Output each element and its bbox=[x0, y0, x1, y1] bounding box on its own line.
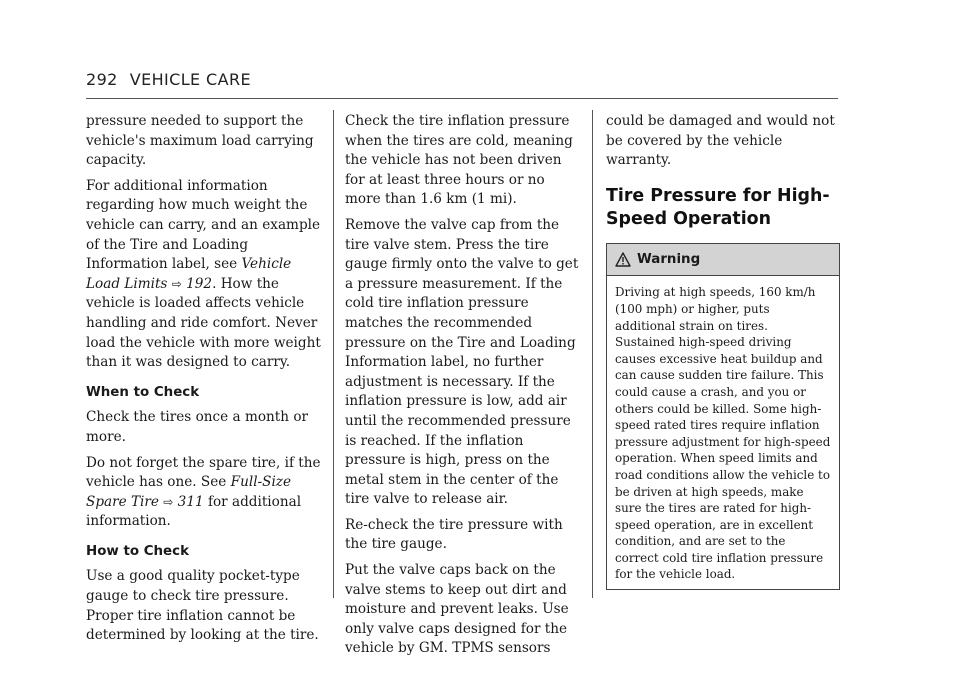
xref-full-size-spare-tire[interactable]: Full-Size Spare Tire bbox=[86, 474, 292, 510]
xref-vehicle-load-limits[interactable]: Vehicle Load Limits bbox=[86, 256, 292, 292]
paragraph: Do not forget the spare tire, if the vehicle has one. See Full-Size Spare Tire ⇨ 311 for additional information. bbox=[86, 454, 321, 530]
page-header bbox=[86, 70, 251, 89]
paragraph: Use a good quality pocket-type gauge to check tire pressure. Proper tire inflation cannot be determined by looking at the tire. bbox=[86, 568, 319, 644]
column-1 bbox=[86, 112, 322, 652]
column-3 bbox=[606, 112, 840, 590]
section-name: VEHICLE CARE bbox=[129, 70, 251, 89]
paragraph: Put the valve caps back on the valve stems to keep out dirt and moisture and prevent leaks. Use only valve caps designed for the vehicle by GM. TPMS sensors bbox=[345, 562, 569, 657]
paragraph: Check the tires once a month or more. bbox=[86, 409, 309, 445]
paragraph: Re-check the tire pressure with the tire gauge. bbox=[345, 516, 563, 553]
column-divider bbox=[592, 110, 593, 598]
section-title: Tire Pressure for High-Speed Operation bbox=[606, 185, 830, 229]
arrow-right-icon: ⇨ bbox=[163, 494, 174, 509]
paragraph: pressure needed to support the vehicle's maximum load carrying capacity. bbox=[86, 113, 314, 169]
warning-header bbox=[607, 244, 839, 277]
subheading-how-to-check: How to Check bbox=[86, 543, 189, 559]
subheading-when-to-check: When to Check bbox=[86, 384, 200, 400]
paragraph: Remove the valve cap from the tire valve stem. Press the tire gauge firmly onto the valve to get a pressure measurement. If the cold tire inflation pressure matches the recommended pressure on the Tire and Loading Information label, no further adjustment is necessary. If the inflation pressure is low, add air until the recommended pressure is reached. If the inflation pressure is high, press on the metal stem in the center of the tire valve to release air. bbox=[345, 216, 579, 508]
xref-page-number[interactable]: 192 bbox=[186, 275, 213, 292]
paragraph: For additional information regarding how much weight the vehicle can carry, and an example of the Tire and Loading Information label, see Vehicle Load Limits ⇨ 192. How the vehicle is loaded affects vehicle handling and ride comfort. Never load the vehicle with more weight than it was designed to carry. bbox=[86, 177, 321, 371]
column-2 bbox=[345, 112, 581, 665]
paragraph: could be damaged and would not be covered by the vehicle warranty. bbox=[606, 113, 835, 169]
warning-triangle-icon bbox=[615, 252, 631, 267]
warning-label: Warning bbox=[637, 251, 701, 267]
arrow-right-icon: ⇨ bbox=[171, 276, 182, 291]
page-number: 292 bbox=[86, 70, 118, 89]
header-rule bbox=[86, 98, 838, 99]
warning-text: Driving at high speeds, 160 km/h (100 mph) or higher, puts additional strain on tires. Sustained high-speed driving causes excessive heat buildup and can cause sudden tire failure. This could cause a crash, and you or others could be killed. Some high-speed rated tires require inflation pressure adjustment for high-speed operation. When speed limits and road conditions allow the vehicle to be driven at high speeds, make sure the tires are rated for high-speed operation, are in excellent condition, and are set to the correct cold tire inflation pressure for the vehicle load. bbox=[615, 285, 831, 582]
xref-page-number[interactable]: 311 bbox=[177, 493, 204, 510]
column-divider bbox=[333, 110, 334, 598]
paragraph: Check the tire inflation pressure when the tires are cold, meaning the vehicle has not been driven for at least three hours or no more than 1.6 km (1 mi). bbox=[345, 113, 573, 208]
warning-box bbox=[606, 243, 840, 590]
